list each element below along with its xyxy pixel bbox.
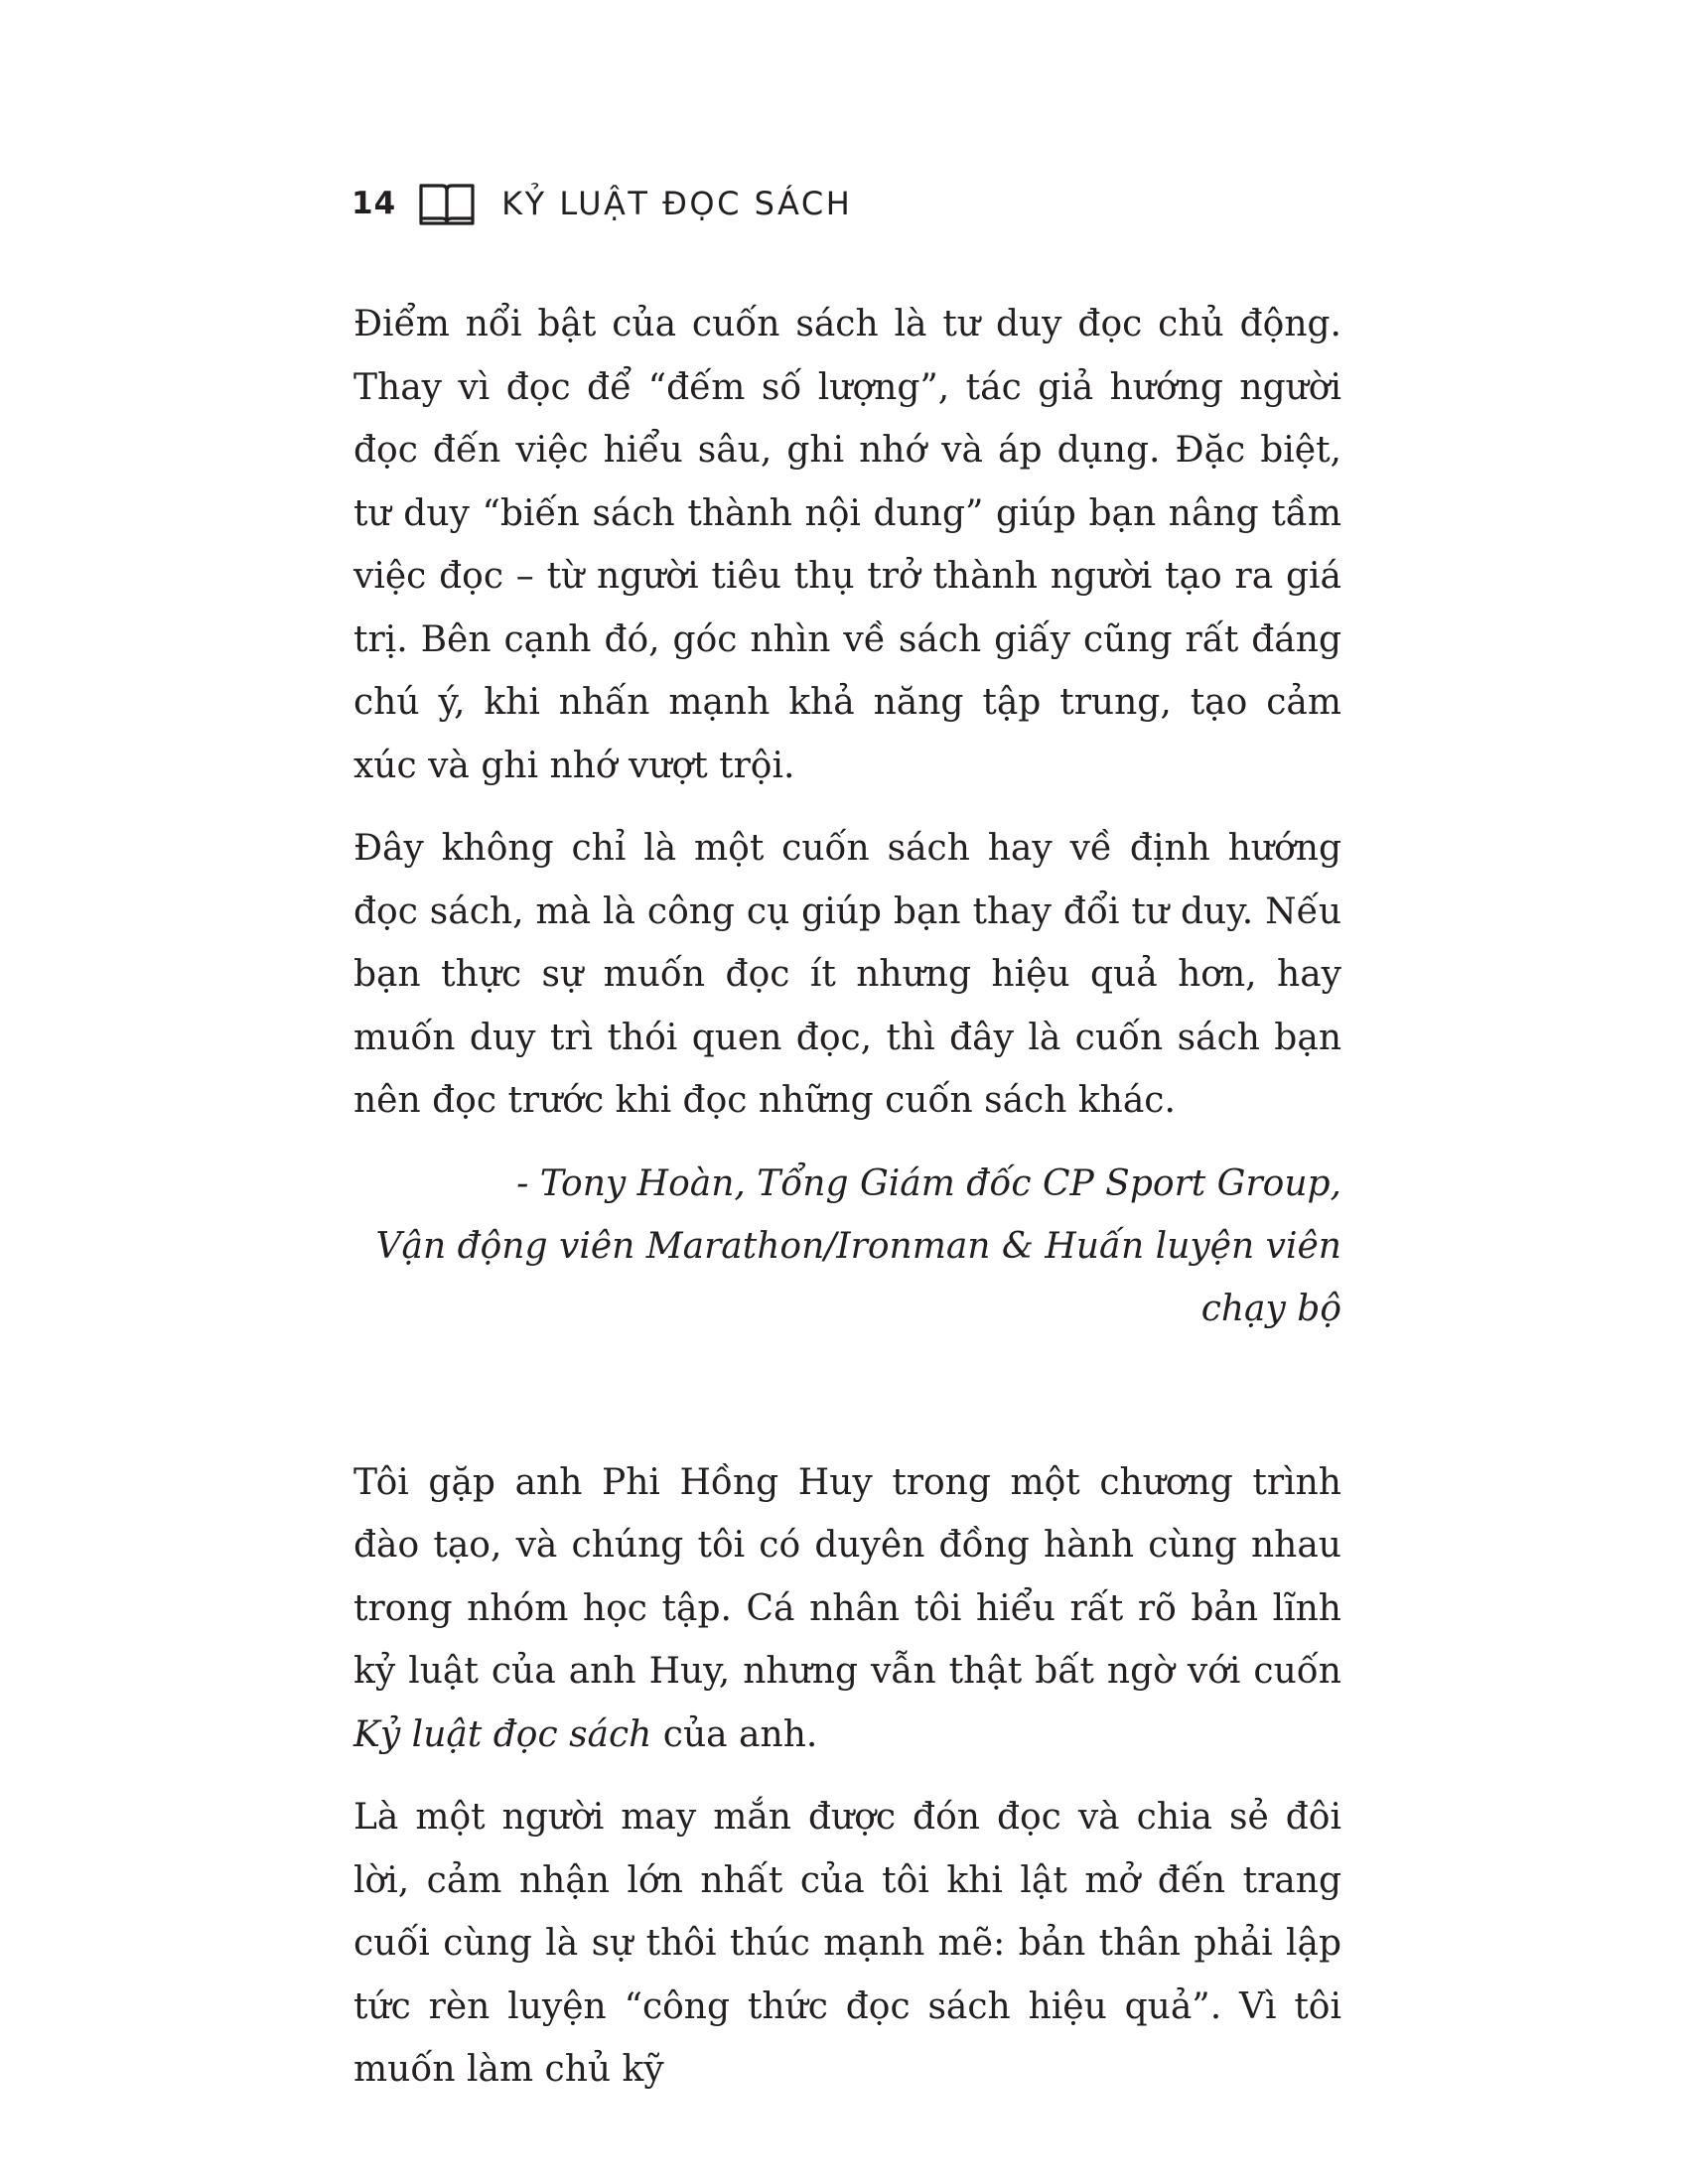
- attribution-line-2: Vận động viên Marathon/Ironman & Huấn luyện viên chạy bộ: [375, 1225, 1341, 1329]
- paragraph-4: Là một người may mắn được đón đọc và chia sẻ đôi lời, cảm nhận lớn nhất của tôi khi lật mở đến trang cuối cùng là sự thôi thúc mạnh mẽ: bản thân phải lập tức rèn luyện “công thức đọc sách hiệu quả”. Vì tôi muốn làm chủ kỹ: [353, 1797, 1341, 2090]
- paragraph-3-end: của anh.: [651, 1713, 818, 1755]
- book-title: Kỷ luật đọc sách: [353, 1713, 652, 1755]
- page-number: 14: [352, 186, 397, 221]
- paragraph-2: Đây không chỉ là một cuốn sách hay về định hướng đọc sách, mà là công cụ giúp bạn thay đổi tư duy. Nếu bạn thực sự muốn đọc ít nhưng hiệu quả hơn, hay muốn duy trì thói quen đọc, thì đây là cuốn sách bạn nên đọc trước khi đọc những cuốn sách khác.: [353, 828, 1341, 1121]
- paragraph-3: [353, 1451, 1341, 1767]
- page-header: [352, 179, 852, 228]
- attribution-line-1: - Tony Hoàn, Tổng Giám đốc CP Sport Group,: [516, 1162, 1341, 1204]
- attribution: [353, 1153, 1341, 1340]
- page-body: [353, 293, 1341, 2121]
- paragraph-1: Điểm nổi bật của cuốn sách là tư duy đọc chủ động. Thay vì đọc để “đếm số lượng”, tác giả hướng người đọc đến việc hiểu sâu, ghi nhớ và áp dụng. Đặc biệt, tư duy “biến sách thành nội dung” giúp bạn nâng tầm việc đọc – từ người tiêu thụ trở thành người tạo ra giá trị. Bên cạnh đó, góc nhìn về sách giấy cũng rất đáng chú ý, khi nhấn mạnh khả năng tập trung, tạo cảm xúc và ghi nhớ vượt trội.: [353, 304, 1341, 786]
- section-spacer: [353, 1340, 1341, 1451]
- running-title: KỶ LUẬT ĐỌC SÁCH: [501, 185, 853, 222]
- paragraph-3-text: Tôi gặp anh Phi Hồng Huy trong một chương trình đào tạo, và chúng tôi có duyên đồng hành cùng nhau trong nhóm học tập. Cá nhân tôi hiểu rất rõ bản lĩnh kỷ luật của anh Huy, nhưng vẫn thật bất ngờ với cuốn: [353, 1461, 1341, 1692]
- open-book-icon: [418, 181, 476, 226]
